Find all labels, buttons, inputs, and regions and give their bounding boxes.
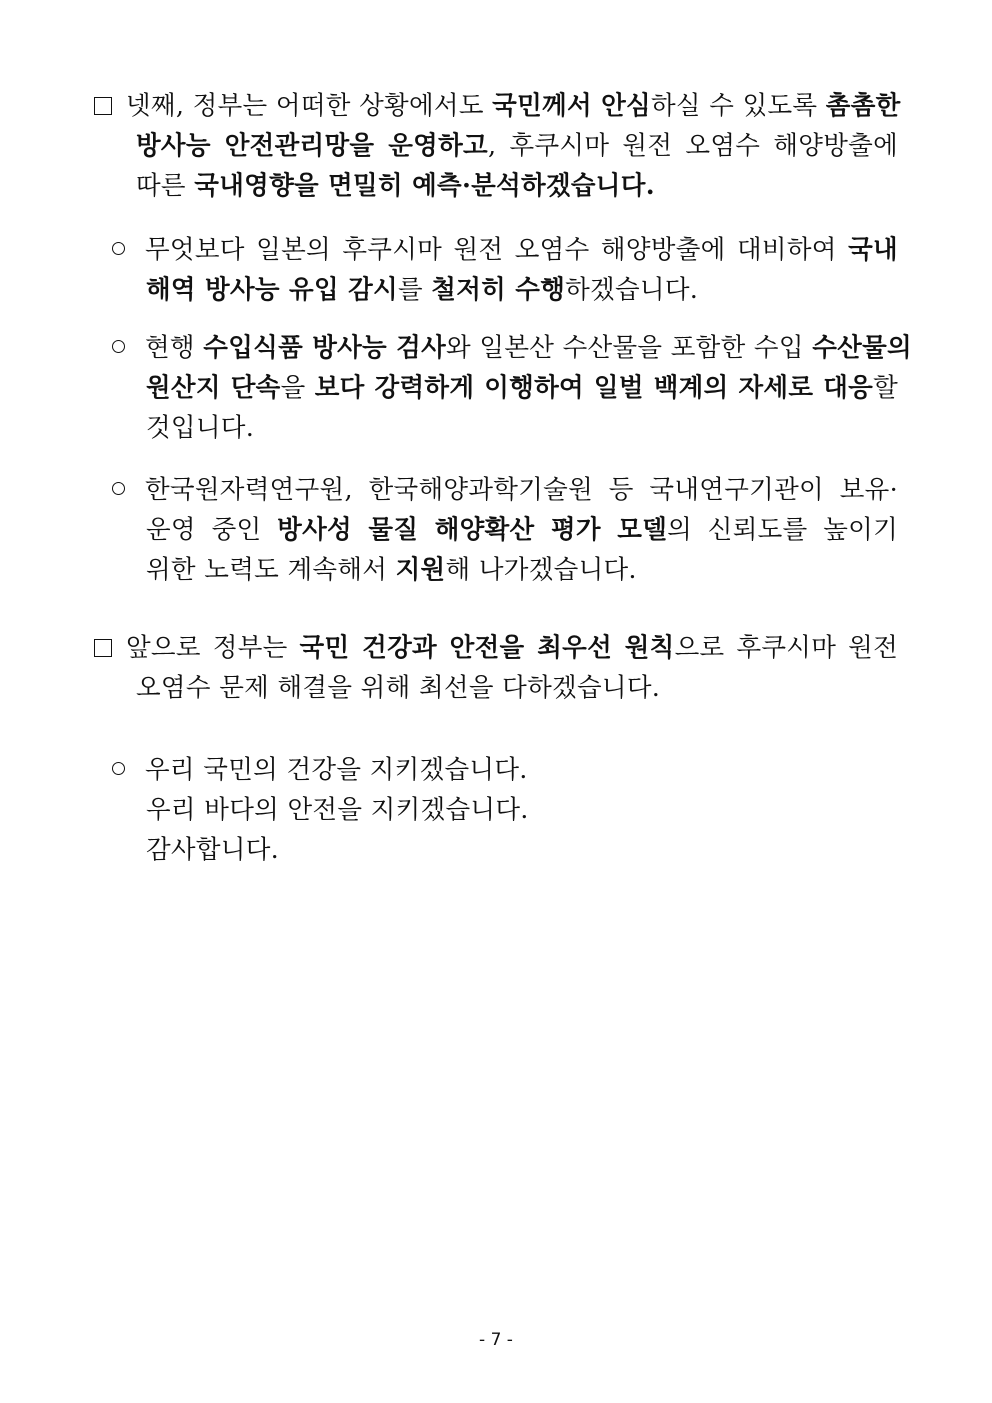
text-run: 와 일본산 수산물을 포함한 수입	[446, 333, 813, 363]
text-run: 오염수 문제 해결을 위해 최선을 다하겠습니다.	[136, 673, 661, 703]
paragraph-line	[94, 628, 898, 668]
bold-text-run: 국내	[848, 235, 898, 265]
text-run: 현행	[145, 333, 204, 363]
bold-text-run: 수산물의	[812, 333, 912, 363]
bold-text-run: 방사능 안전관리망을 운영하고	[136, 131, 488, 161]
bold-text-run: 원산지 단속	[146, 373, 281, 403]
bold-text-run: 국민께서 안심	[492, 91, 651, 121]
bold-text-run: .	[645, 171, 655, 201]
bullet-paragraph-fourth	[94, 86, 901, 206]
paragraph-line	[112, 328, 912, 368]
bold-text-run: 수입식품 방사능 검사	[203, 333, 447, 363]
text-run: 위한 노력도 계속해서	[146, 555, 396, 585]
paragraph-line	[112, 470, 898, 510]
bullet-paragraph-principle	[94, 628, 898, 708]
bold-text-run: 해역 방사능 유입 감시	[146, 275, 398, 305]
bullet-paragraph-research	[112, 470, 898, 590]
text-run: 할	[873, 373, 899, 403]
bold-text-run: 국내영향을 면밀히 예측·분석하겠습니다	[194, 171, 646, 201]
text-run: 하겠습니다.	[565, 275, 699, 305]
bold-text-run: 방사성 물질 해양확산 평가 모델	[277, 515, 668, 545]
bold-text-run: 국민 건강과 안전을 최우선 원칙	[299, 633, 675, 663]
paragraph-line	[136, 166, 898, 206]
text-run: 을	[280, 373, 315, 403]
paragraph-line	[146, 550, 898, 590]
paragraph-line	[146, 270, 898, 310]
bullet-circle-icon	[112, 242, 125, 255]
bullet-circle-icon	[112, 482, 125, 495]
paragraph-line	[112, 750, 898, 790]
text-run: 감사합니다.	[146, 835, 280, 865]
bold-text-run: 보다 강력하게 이행하여 일벌 백계의 자세로 대응	[314, 373, 874, 403]
bullet-paragraph-closing	[112, 750, 898, 870]
paragraph-line	[136, 126, 898, 166]
bold-text-run: 지원	[395, 555, 446, 585]
paragraph-line	[146, 790, 898, 830]
paragraph-line	[146, 368, 898, 408]
text-run: 앞으로 정부는	[126, 633, 300, 663]
text-run: 우리 바다의 안전을 지키겠습니다.	[146, 795, 529, 825]
bold-text-run: 철저히 수행	[431, 275, 566, 305]
text-run: 따른	[136, 171, 195, 201]
text-run: 무엇보다 일본의 후쿠시마 원전 오염수 해양방출에 대비하여	[145, 235, 849, 265]
text-run: , 후쿠시마 원전 오염수 해양방출에	[487, 131, 898, 161]
page-number: - 7 -	[479, 1330, 513, 1350]
paragraph-line	[146, 830, 898, 870]
text-run: 운영 중인	[146, 515, 278, 545]
text-run: 한국원자력연구원, 한국해양과학기술원 등 국내연구기관이 보유·	[145, 475, 898, 505]
paragraph-line	[112, 230, 898, 270]
checkbox-square-icon	[94, 97, 112, 115]
paragraph-line	[94, 86, 901, 126]
text-run: 의 신뢰도를 높이기	[667, 515, 899, 545]
text-run: 우리 국민의 건강을 지키겠습니다.	[145, 755, 528, 785]
text-run: 것입니다.	[146, 413, 255, 443]
text-run: 해 나가겠습니다.	[445, 555, 637, 585]
bullet-circle-icon	[112, 340, 125, 353]
paragraph-line	[146, 408, 898, 448]
bold-text-run: 촘촘한	[825, 91, 901, 121]
paragraph-line	[146, 510, 898, 550]
checkbox-square-icon	[94, 639, 112, 657]
text-run: 를	[397, 275, 432, 305]
paragraph-line	[136, 668, 898, 708]
text-run: 넷째, 정부는 어떠한 상황에서도	[126, 91, 493, 121]
bullet-paragraph-monitoring	[112, 230, 898, 310]
bullet-circle-icon	[112, 762, 125, 775]
text-run: 으로 후쿠시마 원전	[674, 633, 898, 663]
text-run: 하실 수 있도록	[650, 91, 826, 121]
bullet-paragraph-inspection	[112, 328, 912, 448]
